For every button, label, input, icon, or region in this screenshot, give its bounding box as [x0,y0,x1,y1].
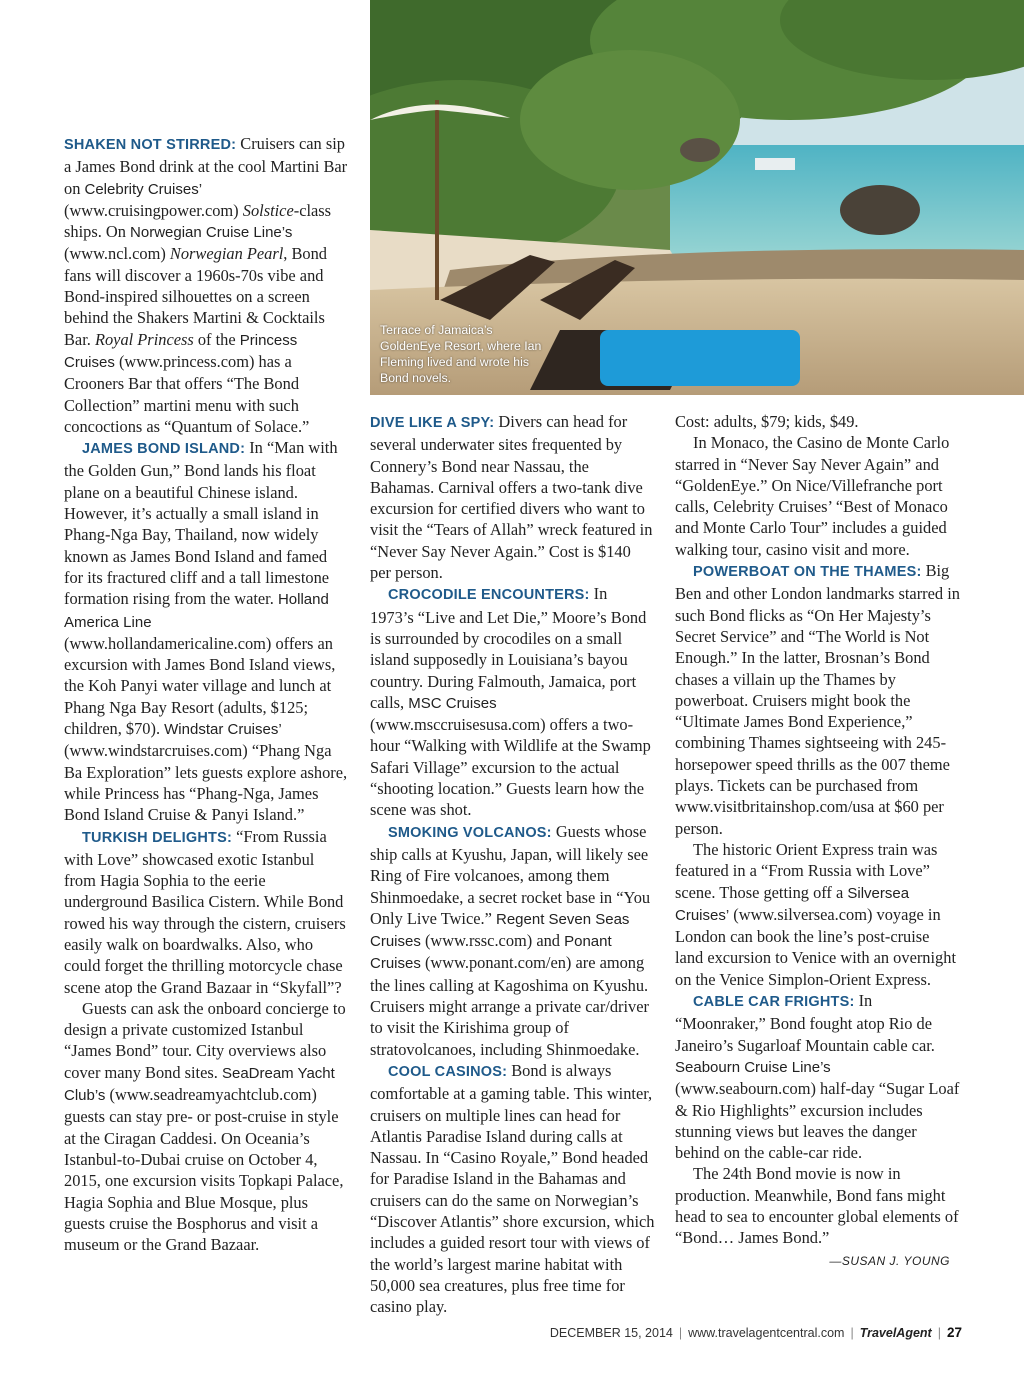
magazine-name: TravelAgent [859,1326,932,1340]
section-heading: TURKISH DELIGHTS: [82,829,233,846]
text: (www.princess.com) has a Crooners Bar that offers “The Bond Collection” martini menu with such concoctions as “Quantum of Solace.” [64,351,310,436]
text: (www.seabourn.com) half-day “Sugar Loaf & Rio Highlights” excursion includes stunning views but leaves the danger behind on the cable-car ride. [675,1079,960,1163]
text: (www.msccruisesusa.com) offers a two-hour “Walking with Wildlife at the Swamp Safari Village” excursion to the actual “shooting location.” Guests learn how the scene was shot. [370,715,651,820]
photo-caption: Terrace of Jamaica’s GoldenEye Resort, where Ian Fleming lived and wrote his Bond novels. [380,323,542,385]
brand-name: Holland America Line [64,591,329,631]
section-heading: SMOKING VOLCANOS: [388,824,552,841]
article-column-2 [370,411,655,1317]
brand-name: MSC Cruises [408,694,497,712]
text: Guests can ask the onboard concierge to design a private customized Istanbul “James Bond” tour. City overviews also cover many Bond sites. [64,998,346,1082]
text: The historic Orient Express train was featured in a “From Russia with Love” scene. Those getting off a [675,839,938,902]
text: -class ships. On [64,200,332,242]
paragraph-cost [675,411,960,432]
page-number: 27 [946,1325,962,1340]
paragraph-crocodile-encounters [370,583,655,820]
ship-name: Solstice [242,200,294,220]
text: In 1973’s “Live and Let Die,” Moore’s Bond is surrounded by crocodiles on a small island supposedly in Louisiana’s bayou country. During Falmouth, Jamaica, port calls, [370,584,647,712]
text: Bond is always comfortable at a gaming table. This winter, cruisers on multiple lines can head for Atlantis Paradise Island during calls at Nassau. In “Casino Royale,” Bond headed for Paradise Island in the Bahamas and cruisers can do the same on Norwegian’s “Discover Atlantis” shore excursion, which includes a guided resort tour with views of the world’s largest marine habitat with 50,000 sea creatures, plus free time for casino play. [370,1060,655,1317]
paragraph-james-bond-island [64,437,350,825]
separator: | [678,1326,683,1340]
text: “From Russia with Love” showcased exotic Istanbul from Hagia Sophia to the eerie underground Basilica Cistern. While Bond rowed his way through the cistern, cruisers easily walk on boardwalks. Also, who could forget the thrilling motorcycle chase scene atop the Grand Bazaar in “Skyfall”? [64,826,346,997]
section-heading: DIVE LIKE A SPY: [370,415,495,431]
text: In “Man with the Golden Gun,” Bond lands his float plane on a beautiful Chinese island. However, it’s actually a small island in Phang-Nga Bay, Thailand, now widely known as James Bond Island and famed for its fractured cliff and a tall limestone formation rising from the water. [64,438,338,609]
text: (www.windstarcruises.com) “Phang Nga Ba Exploration” lets guests explore ashore, while Princess has “Phang-Nga, James Bond Island Cruise & Panyi Island.” [64,741,348,825]
website-url: www.travelagentcentral.com [688,1326,845,1340]
brand-name: Ponant Cruises [370,933,612,973]
text: (www.rssc.com) and [420,931,565,951]
section-heading: CABLE CAR FRIGHTS: [693,994,855,1011]
text: Guests whose ship calls at Kyushu, Japan, will likely see Ring of Fire volcanoes, among them Shinmoedake, a secret rocket base in “You Only Live Twice.” [370,821,651,928]
text: (www.seadreamyachtclub.com) guests can stay pre- or post-cruise in style at the Ciragan Caddesi. On Oceania’s Istanbul-to-Dubai cruise on October 4, 2015, one excursion visits Topkapi Palace, Hagia Sophia and Blue Mosque, plus guests cruise the Bosphorus and visit a museum or the Grand Bazaar. [64,1085,344,1255]
text: , Bond fans will discover a 1960s-70s vibe and Bond-inspired silhouettes on a screen behind the Shakers Martini & Cocktails Bar. [64,244,327,349]
separator: | [850,1326,854,1340]
paragraph-powerboat-thames [675,560,960,839]
text: In “Moonraker,” Bond fought atop Rio de Janeiro’s Sugarloaf Mountain cable car. [675,991,935,1055]
brand-name: Seabourn Cruise Line’s [675,1058,831,1076]
section-heading: SHAKEN NOT STIRRED: [64,137,237,153]
text: (www.cruisingpower.com) [64,200,243,220]
paragraph-cool-casinos [370,1060,655,1318]
text: (www.silversea.com) voyage in London can book the line’s post-cruise land excursion to Venice with an overnight on the Venice Simplon-Orient Express. [675,904,957,989]
text: Divers can head for several underwater sites frequented by Connery’s Bond near Nassau, the Bahamas. Carnival offers a two-tank dive excursion for certified divers who want to visit the “Tears of Allah” wreck featured in “Never Say Never Again.” Cost is $140 per person. [370,412,653,583]
paragraph-shaken-not-stirred [64,133,350,437]
text: Big Ben and other London landmarks starred in such Bond flicks as “On Her Majesty’s Secret Service” and “The World is Not Enough.” In the latter, Brosnan’s Bond chases a villain up the Thames by powerboat. Cruisers might book the “Ultimate James Bond Experience,” combining Thames sightseeing with 245-horsepower speed thrills as the 007 theme plays. Tickets can be purchased from www.visitbritainshop.com/usa at $60 per person. [675,561,960,838]
brand-name: Silversea Cruises’ [675,884,910,924]
separator: | [937,1326,941,1340]
text: of the [193,329,240,349]
paragraph-orient-express [675,839,960,990]
paragraph-turkish-delights [64,826,350,998]
brand-name: SeaDream Yacht Club’s [64,1064,335,1105]
paragraph-conclusion [675,1163,960,1248]
article-column-3 [675,411,960,1272]
text: Cost: adults, $79; kids, $49. [675,412,859,431]
brand-name: Celebrity Cruises’ [84,180,203,198]
section-heading: POWERBOAT ON THE THAMES: [693,564,922,581]
brand-name: Regent Seven Seas Cruises [370,910,630,951]
issue-date: DECEMBER 15, 2014 [549,1326,673,1340]
section-heading: COOL CASINOS: [388,1063,508,1080]
section-heading: CROCODILE ENCOUNTERS: [388,587,590,604]
paragraph-dive-like-a-spy [370,411,655,583]
paragraph-istanbul-tour [64,998,350,1256]
text: (www.ponant.com/en) are among the lines calling at Kagoshima on Kyushu. Cruisers might arrange a private car/driver to visit the Kirishima group of stratovolcanoes, including Shinmoedake. [370,953,649,1059]
brand-name: Windstar Cruises’ [164,721,282,739]
paragraph-smoking-volcanos [370,821,655,1060]
author-byline: —SUSAN J. YOUNG [829,1253,950,1268]
brand-name: Princess Cruises [64,331,298,371]
text: The 24th Bond movie is now in production. Meanwhile, Bond fans might head to sea to encounter global elements of “Bond… James Bond.” [675,1164,959,1248]
section-heading: JAMES BOND ISLAND: [82,441,246,458]
ship-name: Norwegian Pearl [169,244,284,264]
text: Cruisers can sip a James Bond drink at the cool Martini Bar on [64,134,348,198]
paragraph-monaco [675,432,960,560]
paragraph-cable-car-frights [675,990,960,1163]
text: In Monaco, the Casino de Monte Carlo starred in “Never Say Never Again” and “GoldenEye.” On Nice/Villefranche port calls, Celebrity Cruises’ “Best of Monaco and Monte Carlo Tour” includes a guided walking tour, casino visit and more. [675,433,950,559]
brand-name: Norwegian Cruise Line’s [130,224,293,242]
article-column-1 [64,133,350,1255]
ship-name: Royal Princess [94,329,194,349]
page-footer [0,1325,962,1340]
text: (www.hollandamericaline.com) offers an excursion with James Bond Island views, the Koh Panyi water village and lunch at Phang Nga Bay Resort (adults, $125; children, $70). [64,633,336,739]
text: (www.ncl.com) [64,244,170,264]
